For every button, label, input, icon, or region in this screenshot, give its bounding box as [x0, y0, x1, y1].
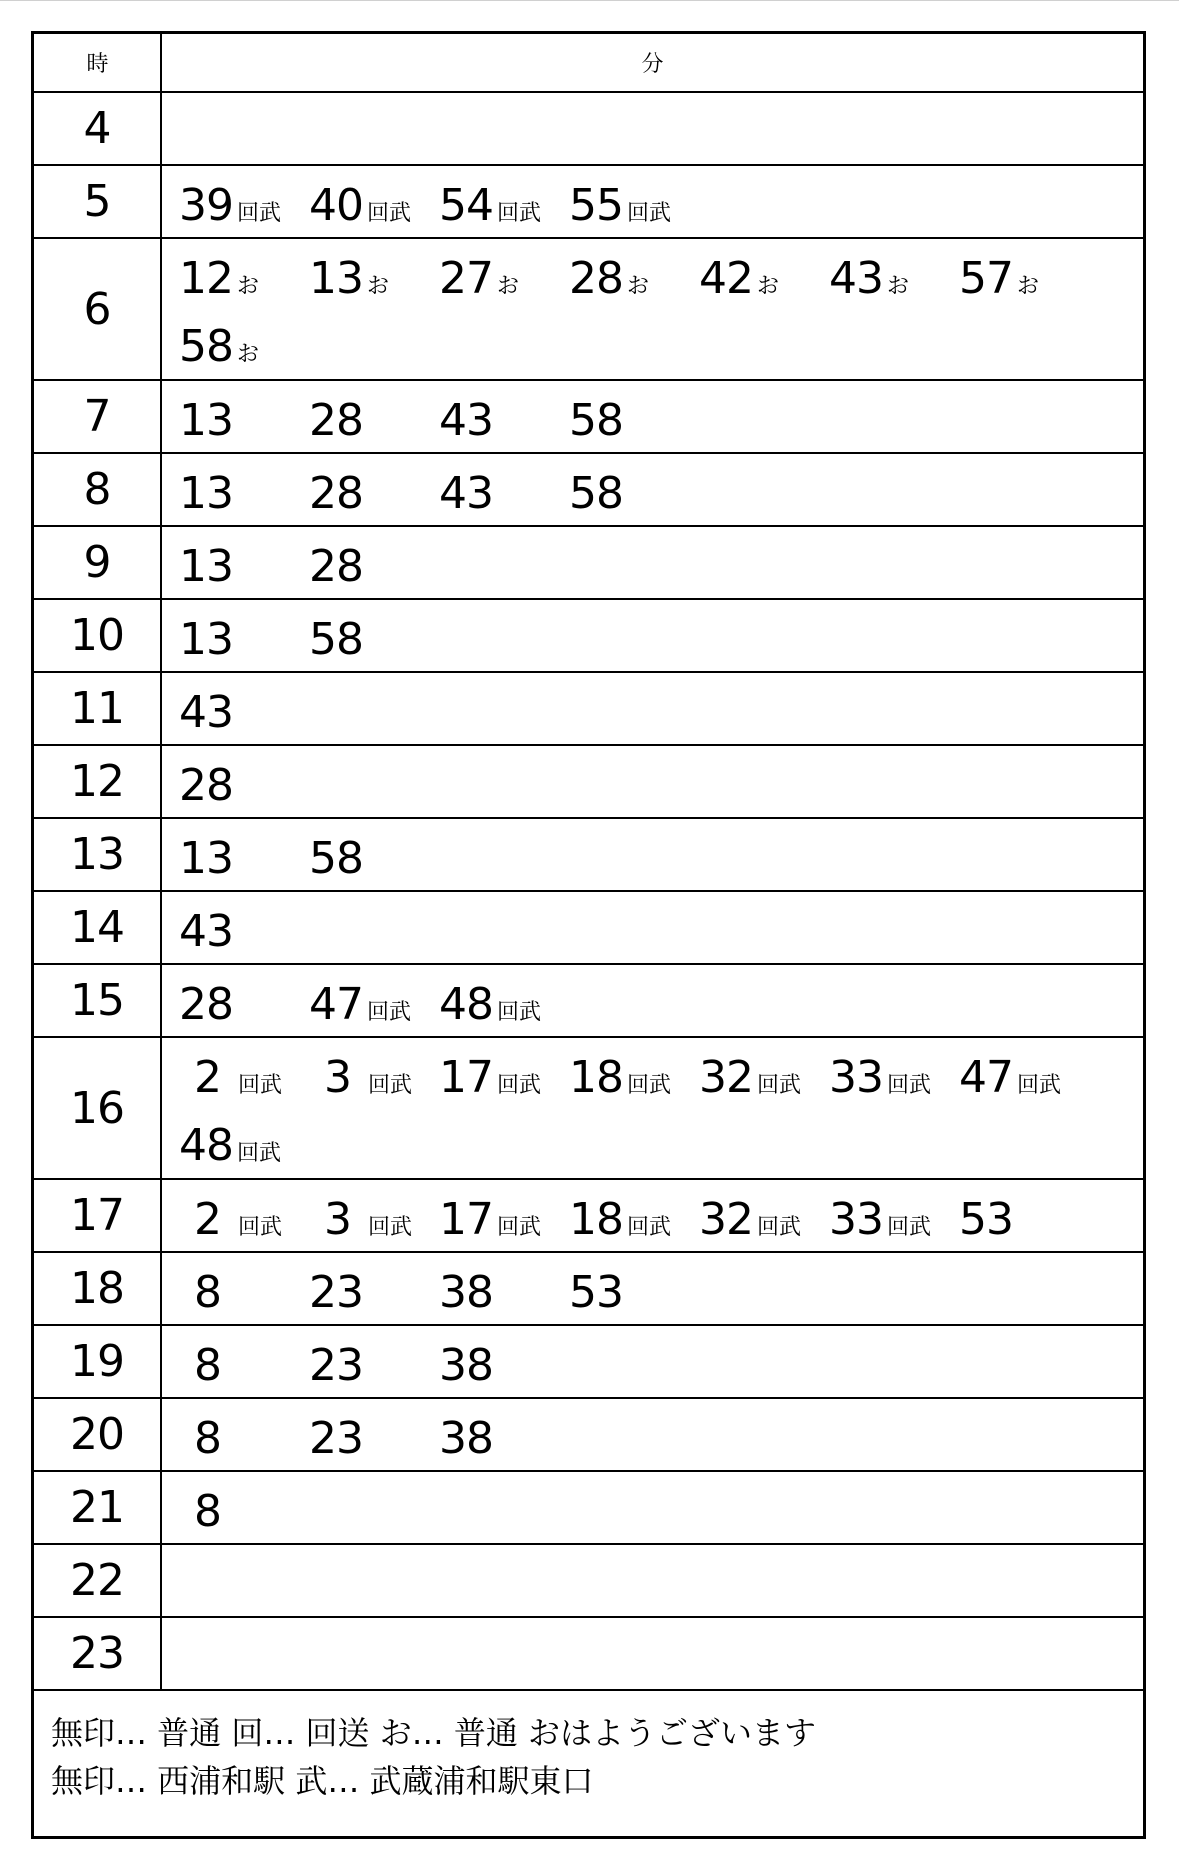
departure-entry: [179, 1043, 309, 1111]
departure-mark: お: [757, 273, 780, 299]
departure-entry: [179, 751, 309, 819]
departure-entry: [569, 386, 699, 454]
departure-minute: 43: [179, 686, 233, 738]
minutes-cell: [162, 1038, 1143, 1178]
timetable-row: [34, 93, 1143, 166]
departure-mark: 回武: [497, 200, 542, 226]
departure-minute: 53: [959, 1193, 1013, 1245]
departure-mark: お: [367, 273, 390, 299]
departure-minute: 13: [179, 540, 233, 592]
departure-minute: 28: [569, 252, 623, 304]
departure-mark: 回武: [368, 1214, 413, 1240]
departure-minute: 28: [179, 759, 233, 811]
departure-entry: [309, 1258, 439, 1326]
departure-minute: 3: [324, 1193, 351, 1245]
departure-entry: [829, 244, 959, 312]
departure-minute: 23: [309, 1412, 363, 1464]
departure-entry: [309, 1331, 439, 1399]
departure-minute: 28: [309, 467, 363, 519]
departure-minute: 28: [179, 978, 233, 1030]
departure-entry: [569, 1258, 699, 1326]
timetable-row: [34, 381, 1143, 454]
timetable-row: [34, 454, 1143, 527]
minutes-cell: [162, 1545, 1143, 1616]
departure-mark: お: [497, 273, 520, 299]
departure-entry: [439, 171, 569, 239]
departure-minute: 38: [439, 1339, 493, 1391]
timetable-row: [34, 1326, 1143, 1399]
departure-minute: 58: [569, 394, 623, 446]
departure-minute: 8: [194, 1266, 221, 1318]
departure-entry: [309, 1404, 439, 1472]
departure-entry: [179, 824, 309, 892]
departure-mark: 回武: [238, 1214, 283, 1240]
departure-entry: [439, 1185, 569, 1253]
timetable-row: [34, 673, 1143, 746]
departure-mark: お: [1017, 273, 1040, 299]
departure-minute: 57: [959, 252, 1013, 304]
departure-minute: 55: [569, 179, 623, 231]
minutes-cell: [162, 454, 1143, 525]
hour-cell: 23: [34, 1618, 162, 1689]
timetable-row: [34, 965, 1143, 1038]
departure-entry: [959, 244, 1089, 312]
departure-minute: 47: [309, 978, 363, 1030]
hour-cell: 11: [34, 673, 162, 744]
hour-cell: 10: [34, 600, 162, 671]
hour-cell: 22: [34, 1545, 162, 1616]
hour-cell: 17: [34, 1180, 162, 1251]
departure-entry: [309, 244, 439, 312]
timetable-row: [34, 1472, 1143, 1545]
departure-minute: 2: [194, 1051, 221, 1103]
departure-mark: 回武: [1017, 1072, 1062, 1098]
legend-line-1: 無印… 普通 回… 回送 お… 普通 おはようございます: [51, 1714, 817, 1752]
departure-minute: 13: [309, 252, 363, 304]
departure-mark: お: [237, 341, 260, 367]
departure-minute: 58: [569, 467, 623, 519]
departure-entry: [439, 970, 569, 1038]
hour-cell: 4: [34, 93, 162, 164]
hour-cell: 7: [34, 381, 162, 452]
departure-minute: 28: [309, 394, 363, 446]
departure-minute: 8: [194, 1485, 221, 1537]
minute-column-header: 分: [641, 52, 664, 77]
departure-entry: [699, 244, 829, 312]
departure-minute: 38: [439, 1412, 493, 1464]
departure-mark: 回武: [237, 200, 282, 226]
minutes-cell: [162, 600, 1143, 671]
departure-entry: [439, 244, 569, 312]
departure-minute: 8: [194, 1339, 221, 1391]
departure-entry: [179, 532, 309, 600]
minutes-cell: [162, 166, 1143, 237]
minutes-cell: [162, 527, 1143, 598]
departure-entry: [699, 1185, 829, 1253]
departure-minute: 58: [179, 320, 233, 372]
departure-minute: 39: [179, 179, 233, 231]
timetable-row: [34, 1038, 1143, 1180]
departure-mark: お: [887, 273, 910, 299]
departure-minute: 18: [569, 1051, 623, 1103]
departure-mark: 回武: [887, 1214, 932, 1240]
departure-minute: 43: [439, 394, 493, 446]
departure-minute: 28: [309, 540, 363, 592]
departure-minute: 32: [699, 1051, 753, 1103]
minutes-cell: [162, 819, 1143, 890]
timetable-row: [34, 1618, 1143, 1691]
departure-mark: お: [627, 273, 650, 299]
departure-mark: 回武: [367, 999, 412, 1025]
departure-entry: [569, 171, 699, 239]
departure-entry: [439, 1258, 569, 1326]
departure-mark: 回武: [757, 1072, 802, 1098]
minutes-cell: [162, 746, 1143, 817]
departure-minute: 23: [309, 1266, 363, 1318]
departure-minute: 13: [179, 467, 233, 519]
departure-mark: 回武: [627, 200, 672, 226]
minutes-cell: [162, 93, 1143, 164]
timetable-row: [34, 239, 1143, 381]
minutes-cell: [162, 673, 1143, 744]
departure-minute: 43: [829, 252, 883, 304]
departure-minute: 53: [569, 1266, 623, 1318]
departure-entry: [309, 970, 439, 1038]
departure-entry: [179, 1477, 309, 1545]
departure-entry: [179, 171, 309, 239]
timetable-row: [34, 746, 1143, 819]
minutes-cell: [162, 965, 1143, 1036]
departure-entry: [179, 970, 309, 1038]
departure-entry: [309, 824, 439, 892]
timetable-header: [34, 34, 1143, 93]
departure-mark: 回武: [627, 1214, 672, 1240]
departure-minute: 18: [569, 1193, 623, 1245]
departure-minute: 33: [829, 1193, 883, 1245]
timetable-row: [34, 1399, 1143, 1472]
departure-entry: [439, 386, 569, 454]
timetable-row: [34, 892, 1143, 965]
departure-mark: お: [237, 273, 260, 299]
timetable-row: [34, 819, 1143, 892]
minutes-cell: [162, 1180, 1143, 1251]
departure-entry: [179, 605, 309, 673]
departure-entry: [959, 1185, 1089, 1253]
departure-mark: 回武: [497, 1214, 542, 1240]
top-divider: [0, 0, 1179, 1]
departure-entry: [309, 605, 439, 673]
departure-entry: [829, 1185, 959, 1253]
departure-entry: [179, 1404, 309, 1472]
departure-minute: 43: [179, 905, 233, 957]
departure-minute: 48: [439, 978, 493, 1030]
minutes-cell: [162, 1472, 1143, 1543]
legend: [34, 1693, 1143, 1805]
hour-cell: 18: [34, 1253, 162, 1324]
departure-minute: 43: [439, 467, 493, 519]
departure-entry: [439, 459, 569, 527]
departure-minute: 27: [439, 252, 493, 304]
departure-minute: 33: [829, 1051, 883, 1103]
minutes-cell: [162, 1253, 1143, 1324]
departure-mark: 回武: [627, 1072, 672, 1098]
minutes-cell: [162, 1326, 1143, 1397]
departure-mark: 回武: [368, 1072, 413, 1098]
timetable-row: [34, 1545, 1143, 1618]
timetable: [34, 34, 1143, 1691]
departure-entry: [829, 1043, 959, 1111]
departure-entry: [179, 312, 309, 380]
departure-minute: 12: [179, 252, 233, 304]
departure-entry: [439, 1043, 569, 1111]
departure-mark: 回武: [237, 1140, 282, 1166]
departure-entry: [179, 897, 309, 965]
hour-cell: 16: [34, 1038, 162, 1178]
departure-entry: [569, 1043, 699, 1111]
hour-cell: 20: [34, 1399, 162, 1470]
minutes-cell: [162, 239, 1143, 379]
departure-minute: 2: [194, 1193, 221, 1245]
departure-minute: 8: [194, 1412, 221, 1464]
departure-minute: 13: [179, 832, 233, 884]
departure-entry: [569, 244, 699, 312]
minutes-cell: [162, 1399, 1143, 1470]
departure-mark: 回武: [757, 1214, 802, 1240]
departure-minute: 54: [439, 179, 493, 231]
departure-entry: [309, 1185, 439, 1253]
departure-entry: [569, 459, 699, 527]
departure-entry: [179, 1185, 309, 1253]
timetable-row: [34, 1253, 1143, 1326]
departure-entry: [699, 1043, 829, 1111]
departure-entry: [309, 386, 439, 454]
departure-entry: [309, 532, 439, 600]
timetable-row: [34, 1180, 1143, 1253]
hour-cell: 21: [34, 1472, 162, 1543]
departure-minute: 17: [439, 1193, 493, 1245]
departure-entry: [309, 171, 439, 239]
timetable-row: [34, 527, 1143, 600]
departure-minute: 48: [179, 1119, 233, 1171]
departure-entry: [309, 1043, 439, 1111]
hour-cell: 5: [34, 166, 162, 237]
departure-minute: 13: [179, 394, 233, 446]
departure-entry: [179, 678, 309, 746]
hour-cell: 8: [34, 454, 162, 525]
departure-minute: 42: [699, 252, 753, 304]
minutes-cell: [162, 1618, 1143, 1689]
hour-cell: 12: [34, 746, 162, 817]
timetable-row: [34, 166, 1143, 239]
departure-mark: 回武: [238, 1072, 283, 1098]
departure-entry: [179, 1111, 309, 1179]
departure-minute: 3: [324, 1051, 351, 1103]
departure-entry: [179, 1331, 309, 1399]
departure-minute: 23: [309, 1339, 363, 1391]
departure-mark: 回武: [497, 999, 542, 1025]
departure-minute: 38: [439, 1266, 493, 1318]
hour-column-header: 時: [34, 34, 162, 91]
departure-entry: [179, 386, 309, 454]
departure-entry: [439, 1331, 569, 1399]
departure-entry: [439, 1404, 569, 1472]
hour-cell: 14: [34, 892, 162, 963]
departure-entry: [179, 1258, 309, 1326]
hour-cell: 13: [34, 819, 162, 890]
timetable-frame: [31, 31, 1146, 1839]
hour-cell: 9: [34, 527, 162, 598]
departure-minute: 17: [439, 1051, 493, 1103]
legend-line-2: 無印… 西浦和駅 武… 武蔵浦和駅東口: [51, 1762, 594, 1800]
departure-mark: 回武: [497, 1072, 542, 1098]
timetable-row: [34, 600, 1143, 673]
minutes-cell: [162, 381, 1143, 452]
departure-minute: 32: [699, 1193, 753, 1245]
hour-cell: 6: [34, 239, 162, 379]
departure-minute: 13: [179, 613, 233, 665]
departure-minute: 58: [309, 613, 363, 665]
departure-entry: [179, 244, 309, 312]
departure-entry: [179, 459, 309, 527]
departure-mark: 回武: [367, 200, 412, 226]
departure-entry: [309, 459, 439, 527]
hour-cell: 19: [34, 1326, 162, 1397]
hour-cell: 15: [34, 965, 162, 1036]
departure-entry: [569, 1185, 699, 1253]
departure-minute: 47: [959, 1051, 1013, 1103]
departure-minute: 40: [309, 179, 363, 231]
departure-entry: [959, 1043, 1089, 1111]
departure-mark: 回武: [887, 1072, 932, 1098]
departure-minute: 58: [309, 832, 363, 884]
minutes-cell: [162, 892, 1143, 963]
